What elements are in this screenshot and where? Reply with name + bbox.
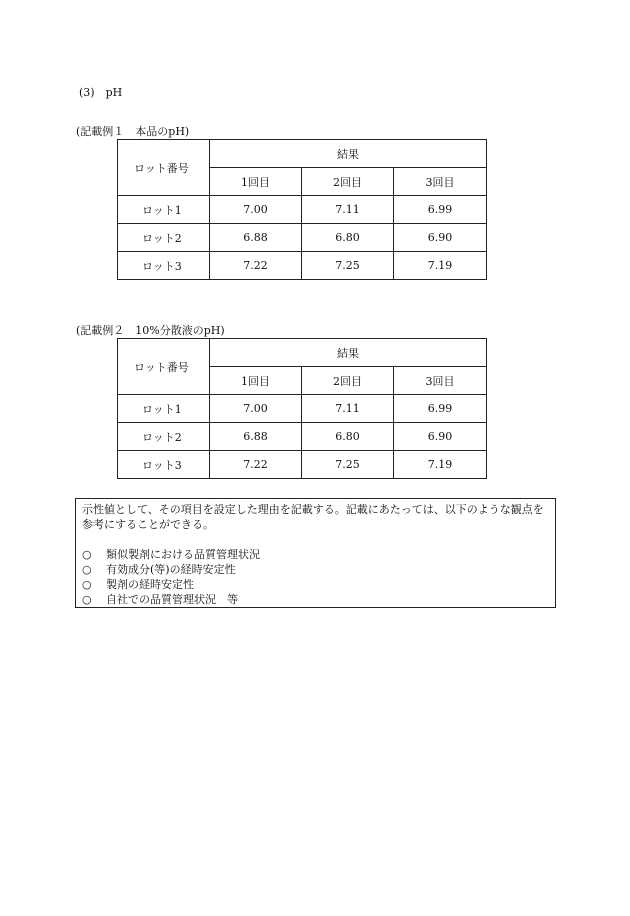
list-item — [82, 577, 549, 592]
value-cell: 6.80 — [302, 224, 394, 252]
list-item — [82, 547, 549, 562]
example-1-caption: (記載例１ 本品のpH) — [76, 125, 190, 138]
list-item-text: 製剤の経時安定性 — [106, 578, 194, 591]
list-item — [82, 562, 549, 577]
value-cell: 7.00 — [210, 196, 302, 224]
value-cell: 7.22 — [210, 451, 302, 479]
value-cell: 6.99 — [394, 196, 487, 224]
value-cell: 6.88 — [210, 224, 302, 252]
run-3-header: 3回目 — [394, 168, 487, 196]
list-item-text: 自社での品質管理状況 等 — [106, 593, 238, 606]
lot-cell: ロット2 — [118, 224, 210, 252]
lot-number-header: ロット番号 — [118, 339, 210, 395]
lot-cell: ロット1 — [118, 395, 210, 423]
lot-cell: ロット1 — [118, 196, 210, 224]
note-list — [82, 547, 549, 607]
run-3-header: 3回目 — [394, 367, 487, 395]
table-row — [118, 196, 487, 224]
lot-number-header: ロット番号 — [118, 140, 210, 196]
value-cell: 6.88 — [210, 423, 302, 451]
list-item-text: 有効成分(等)の経時安定性 — [106, 563, 236, 576]
circle-bullet-icon: ○ — [82, 548, 92, 561]
value-cell: 6.90 — [394, 224, 487, 252]
table-row — [118, 395, 487, 423]
value-cell: 6.80 — [302, 423, 394, 451]
table-header-row — [118, 339, 487, 367]
run-1-header: 1回目 — [210, 168, 302, 196]
value-cell: 6.99 — [394, 395, 487, 423]
run-2-header: 2回目 — [302, 367, 394, 395]
lot-cell: ロット3 — [118, 252, 210, 280]
run-2-header: 2回目 — [302, 168, 394, 196]
table-header-row — [118, 140, 487, 168]
example-1-table — [117, 139, 487, 280]
list-item-text: 類似製剤における品質管理状況 — [106, 548, 260, 561]
value-cell: 7.25 — [302, 252, 394, 280]
lot-cell: ロット3 — [118, 451, 210, 479]
lot-cell: ロット2 — [118, 423, 210, 451]
section-heading: (3) pH — [79, 86, 123, 99]
value-cell: 7.11 — [302, 395, 394, 423]
circle-bullet-icon: ○ — [82, 563, 92, 576]
table-row — [118, 224, 487, 252]
example-2-table — [117, 338, 487, 479]
value-cell: 7.22 — [210, 252, 302, 280]
value-cell: 7.11 — [302, 196, 394, 224]
value-cell: 7.19 — [394, 252, 487, 280]
result-header: 結果 — [210, 339, 487, 367]
value-cell: 6.90 — [394, 423, 487, 451]
list-item — [82, 592, 549, 607]
table-row — [118, 451, 487, 479]
result-header: 結果 — [210, 140, 487, 168]
circle-bullet-icon: ○ — [82, 593, 92, 606]
value-cell: 7.19 — [394, 451, 487, 479]
value-cell: 7.25 — [302, 451, 394, 479]
note-text: 示性値として、その項目を設定した理由を記載する。記載にあたっては、以下のような観点を参考にすることができる。 — [82, 503, 544, 531]
run-1-header: 1回目 — [210, 367, 302, 395]
rationale-note-box — [75, 498, 556, 608]
value-cell: 7.00 — [210, 395, 302, 423]
table-row — [118, 423, 487, 451]
example-2-caption: (記載例２ 10%分散液のpH) — [76, 324, 225, 337]
circle-bullet-icon: ○ — [82, 578, 92, 591]
table-row — [118, 252, 487, 280]
